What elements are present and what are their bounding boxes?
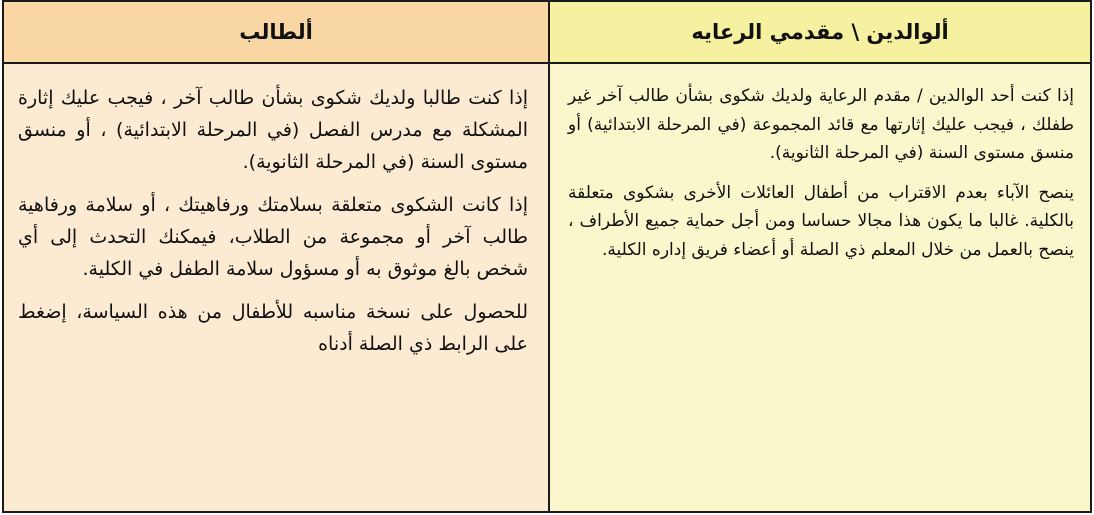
parents-paragraph-2: ينصح الآباء بعدم الاقتراب من أطفال العائلات الأخرى بشكوى متعلقة بالكلية. غالبا ما يكون هذا مجالا حساسا ومن أجل حماية جميع الأطراف ، ينصح بالعمل من خلال المعلم ذي الصلة أو أعضاء فريق إداره الكلية.	[568, 182, 1074, 260]
students-paragraph-3: للحصول على نسخة مناسبه للأطفال من هذه السياسة، إضغط على الرابط ذي الصلة أدناه	[18, 301, 528, 355]
students-column-header	[4, 2, 550, 64]
parents-header-label: ألوالدين \ مقدمي الرعايه	[691, 20, 949, 44]
parents-column-header	[550, 2, 1090, 64]
students-paragraph-2: إذا كانت الشكوى متعلقة بسلامتك ورفاهيتك ، أو سلامة ورفاهية طالب آخر أو مجموعة من الطلاب، فيمكنك التحدث إلى أي شخص بالغ موثوق به أو مسؤول سلامة الطفل في الكلية.	[18, 194, 528, 280]
complaints-table	[2, 0, 1092, 513]
parents-column-body	[550, 64, 1090, 511]
students-paragraph-1: إذا كنت طالبا ولديك شكوى بشأن طالب آخر ، فيجب عليك إثارة المشكلة مع مدرس الفصل (في المرحلة الابتدائية) ، أو منسق مستوى السنة (في المرحلة الثانوية).	[18, 87, 528, 173]
parents-paragraph-1: إذا كنت أحد الوالدين / مقدم الرعاية ولديك شكوى بشأن طالب آخر غير طفلك ، فيجب عليك إثارتها مع قائد المجموعة (في المرحلة الابتدائية) أو منسق مستوى السنة (في المرحلة الثانوية).	[568, 86, 1074, 163]
students-header-label: ألطالب	[239, 20, 313, 44]
students-column-body	[4, 64, 550, 511]
